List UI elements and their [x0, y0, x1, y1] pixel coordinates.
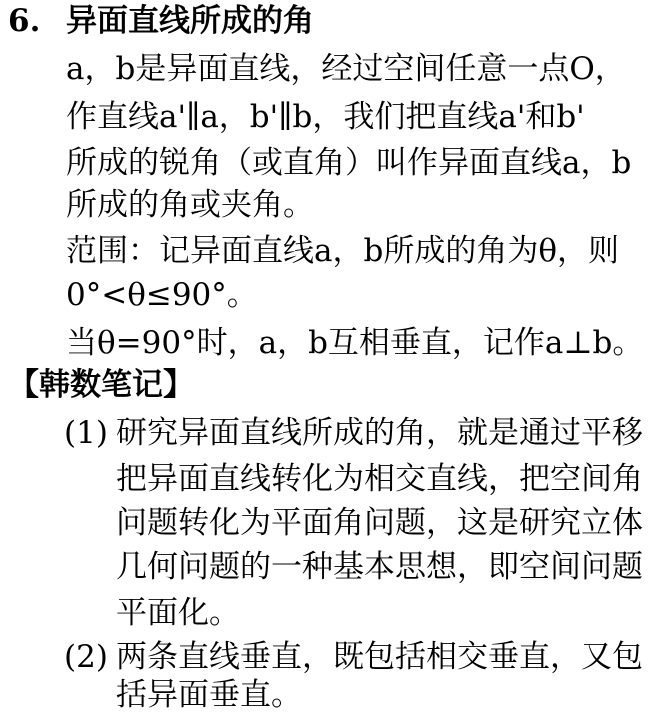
body-line-7: 当θ=90°时，a，b互相垂直，记作a⊥b。	[66, 325, 644, 361]
notes-item-2-line-1: 两条直线垂直，既包括相交垂直，又包	[116, 639, 643, 675]
body-line-1: a，b是异面直线，经过空间任意一点O，	[66, 51, 626, 87]
section-title: 异面直线所成的角	[66, 3, 314, 39]
body-line-4: 所成的角或夹角。	[66, 187, 314, 223]
notes-heading: 【韩数笔记】	[8, 367, 194, 403]
notes-item-1-line-4: 几何问题的一种基本思想，即空间问题	[116, 549, 643, 585]
notes-item-2-line-2: 括异面垂直。	[116, 677, 302, 713]
body-line-5: 范围：记异面直线a，b所成的角为θ，则	[66, 233, 619, 269]
notes-item-1-line-5: 平面化。	[116, 595, 240, 631]
body-line-3: 所成的锐角（或直角）叫作异面直线a，b	[66, 145, 632, 181]
notes-item-2-marker: (2)	[64, 639, 108, 675]
notes-item-1-marker: (1)	[64, 415, 108, 451]
body-line-6: 0°<θ≤90°。	[66, 277, 258, 313]
notes-item-1-line-2: 把异面直线转化为相交直线，把空间角	[116, 461, 643, 497]
body-line-2: 作直线a'∥a，b'∥b，我们把直线a'和b'	[66, 99, 585, 135]
notes-item-1-line-3: 问题转化为平面角问题，这是研究立体	[116, 505, 643, 541]
section-number: 6.	[8, 3, 41, 39]
notes-item-1-line-1: 研究异面直线所成的角，就是通过平移	[116, 415, 643, 451]
